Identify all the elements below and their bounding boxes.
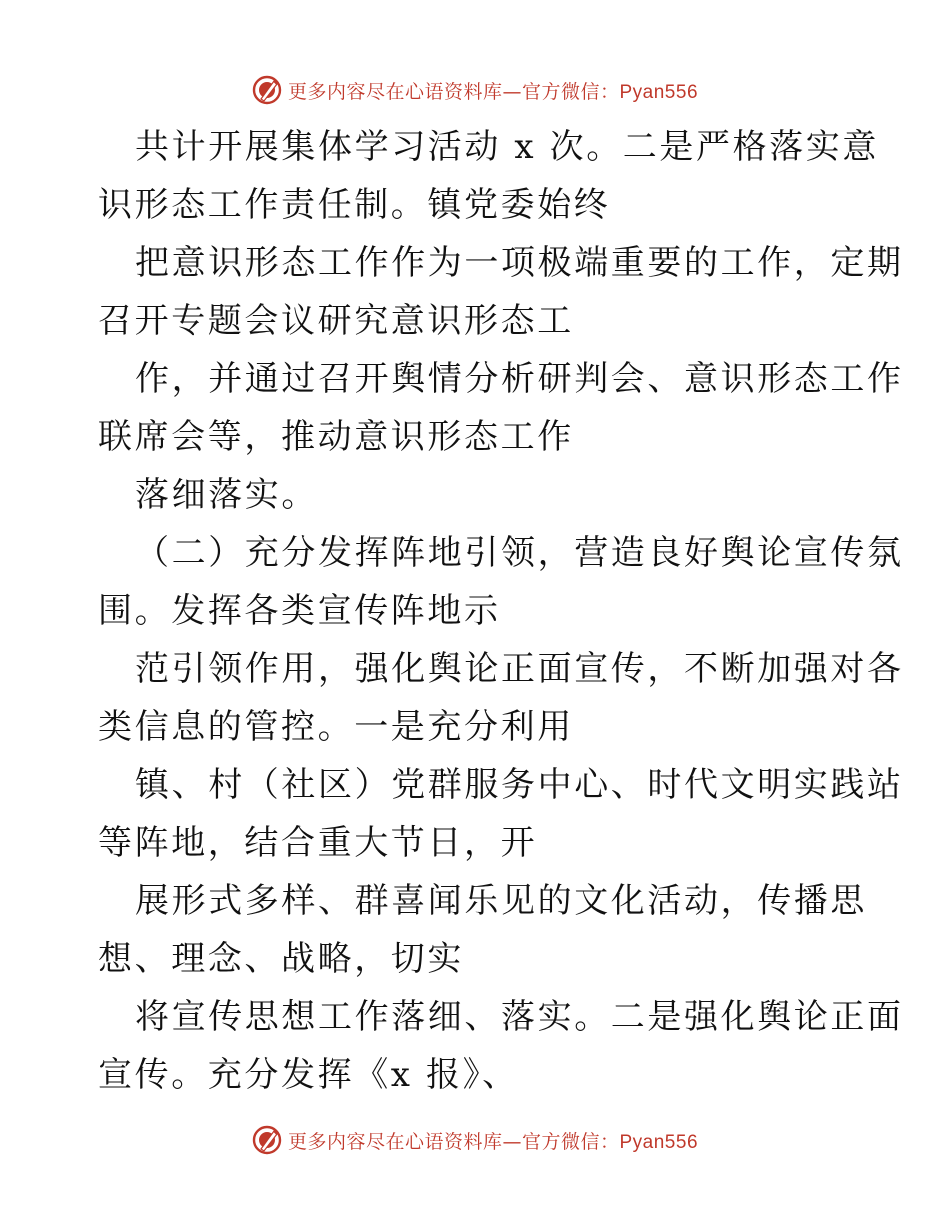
body-line: 将宣传思想工作落细、落实。二是强化舆论正面 [135, 997, 904, 1037]
body-line: 联席会等，推动意识形态工作 [98, 417, 574, 457]
document-body [98, 118, 904, 1104]
body-line: 把意识形态工作作为一项极端重要的工作，定期 [135, 243, 904, 283]
body-line: 宣传。充分发挥《x 报》、 [98, 1055, 519, 1095]
header-banner [0, 70, 950, 110]
body-line: 镇、村（社区）党群服务中心、时代文明实践站 [135, 765, 904, 805]
body-line: 围。发挥各类宣传阵地示 [98, 591, 501, 631]
body-line: 共计开展集体学习活动 x 次。二是严格落实意 [135, 127, 879, 167]
footer-banner-title: 更多内容尽在心语资料库 [287, 1130, 503, 1153]
body-line: 范引领作用，强化舆论正面宣传，不断加强对各 [135, 649, 904, 689]
footer-banner-text [288, 1127, 698, 1154]
footer-banner [0, 1120, 950, 1160]
body-line: 展形式多样、群喜闻乐见的文化活动，传播思 [135, 881, 867, 921]
header-contact-label: 官方微信： [521, 80, 620, 103]
footer-banner-separator: — [502, 1130, 522, 1153]
body-line: 召开专题会议研究意识形态工 [98, 301, 574, 341]
body-line: 作，并通过召开舆情分析研判会、意识形态工作 [135, 359, 904, 399]
header-banner-text [288, 77, 698, 104]
body-line: 识形态工作责任制。镇党委始终 [98, 185, 611, 225]
header-banner-inner [252, 75, 698, 105]
body-line: 想、理念、战略，切实 [98, 939, 464, 979]
header-banner-separator: — [502, 80, 522, 103]
body-line: （二）充分发挥阵地引领，营造良好舆论宣传氛 [135, 533, 904, 573]
body-line: 类信息的管控。一是充分利用 [98, 707, 574, 747]
header-banner-title: 更多内容尽在心语资料库 [287, 80, 503, 103]
footer-banner-inner [252, 1125, 698, 1155]
footer-contact-id: Pyan556 [619, 1131, 699, 1153]
pen-logo-icon [252, 75, 282, 105]
body-line: 等阵地，结合重大节日，开 [98, 823, 538, 863]
pen-logo-icon [252, 1125, 282, 1155]
body-line: 落细落实。 [135, 475, 318, 515]
footer-contact-label: 官方微信： [521, 1130, 620, 1153]
header-contact-id: Pyan556 [619, 81, 699, 103]
